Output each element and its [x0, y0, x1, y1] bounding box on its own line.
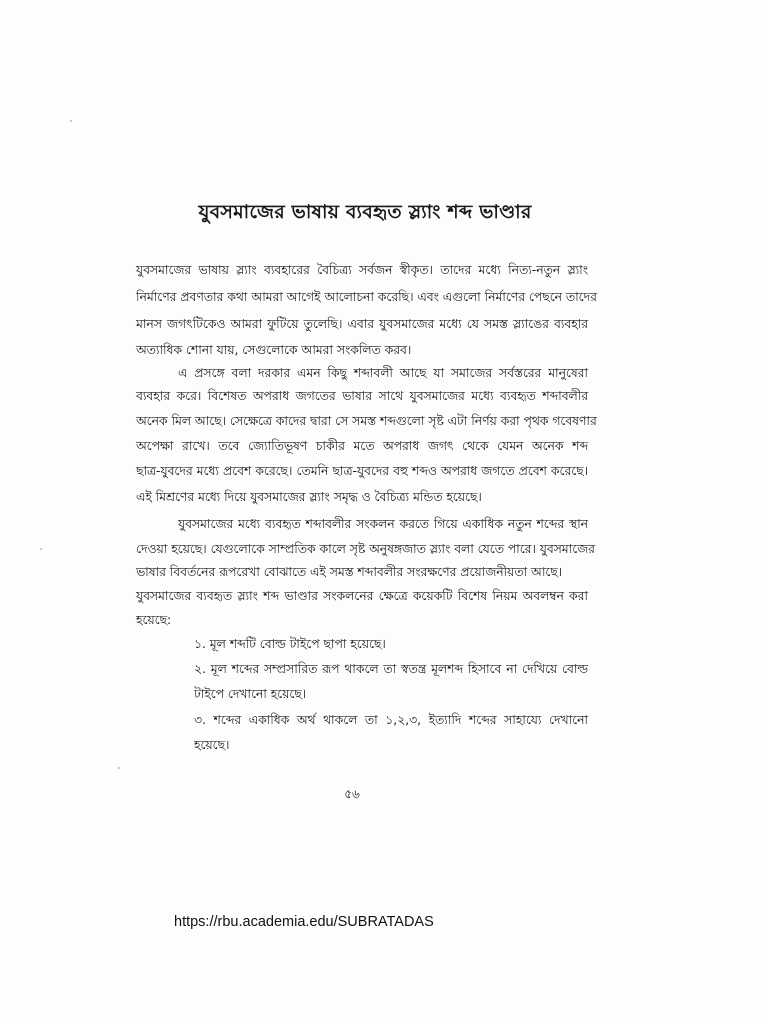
rule-item-2: ২. মূল শব্দের সম্প্রসারিত রূপ থাকলে তা স্বতন্ত্র মূলশব্দ হিসাবে না দেখিয়ে বোল্ড: [194, 662, 588, 676]
body-line: অনেক মিল আছে। সেক্ষেত্রে কাদের দ্বারা সে সমস্ত শব্দগুলো সৃষ্ট এটা নির্ণয় করা পৃথক গবেষণার: [136, 414, 597, 428]
body-line: এ প্রসঙ্গে বলা দরকার এমন কিছু শব্দাবলী আছে যা সমাজের সর্বস্তরের মানুষেরা: [178, 366, 588, 380]
scan-speck: [40, 548, 42, 550]
body-line: হয়েছে:: [136, 613, 172, 627]
body-line: নির্মাণের প্রবণতার কথা আমরা আগেই আলোচনা করেছি। এবং এগুলো নির্মাণের পেছনে তাদের: [136, 290, 597, 304]
body-line: ছাত্র-যুবদের মধ্যে প্রবেশ করেছে। তেমনি ছাত্র-যুবদের বহু শব্দও অপরাধ জগতে প্রবেশ করেছে।: [136, 464, 588, 478]
rule-item-3: ৩. শব্দের একাধিক অর্থ থাকলে তা ১,২,৩, ইত্যাদি শব্দের সাহায্যে দেখানো: [194, 713, 588, 727]
body-line: ব্যবহার করে। বিশেষত অপরাধ জগতের ভাষার সাথে যুবসমাজের মধ্যে ব্যবহৃত শব্দাবলীর: [136, 389, 588, 403]
rule-item-2-continued: টাইপে দেখানো হয়েছে।: [194, 687, 307, 701]
body-line: মানস জগৎটিকেও আমরা ফুটিয়ে তুলেছি। এবার যুবসমাজের মধ্যে যে সমস্ত স্ল্যাঙের ব্যবহার: [136, 317, 588, 331]
body-line: যুবসমাজের ভাষায় স্ল্যাং ব্যবহারের বৈচিত্র্য সর্বজন স্বীকৃত। তাদের মধ্যে নিত্য-নতুন স্ল্যাং: [136, 263, 588, 277]
body-line: অত্যাধিক শোনা যায়, সেগুলোকে আমরা সংকলিত করব।: [136, 343, 412, 357]
body-line: অপেক্ষা রাখে। তবে জ্যোতিভূষণ চাকীর মতে অপরাধ জগৎ থেকে যেমন অনেক শব্দ: [136, 439, 588, 453]
body-line: ভাষার বিবর্তনের রূপরেখা বোঝাতে এই সমস্ত শব্দাবলীর সংরক্ষণের প্রয়োজনীয়তা আছে।: [136, 565, 563, 579]
page-title: যুবসমাজের ভাষায় ব্যবহৃত স্ল্যাং শব্দ ভাণ্ডার: [198, 201, 532, 223]
body-line: দেওয়া হয়েছে। যেগুলোকে সাম্প্রতিক কালে সৃষ্ট অনুষঙ্গজাত স্ল্যাং বলা যেতে পারে। যুবসমাজের: [136, 542, 595, 556]
scan-speck: [70, 120, 72, 122]
body-line: যুবসমাজের ব্যবহৃত স্ল্যাং শব্দ ভাণ্ডার সংকলনের ক্ষেত্রে কয়েকটি বিশেষ নিয়ম অবলম্বন করা: [136, 589, 588, 603]
rule-item-1: ১. মূল শব্দটি বোল্ড টাইপে ছাপা হয়েছে।: [194, 637, 386, 651]
page-number: ৫৬: [344, 787, 360, 801]
scan-speck: [118, 767, 120, 769]
body-line: এই মিশ্রণের মধ্যে দিয়ে যুবসমাজের স্ল্যাং সমৃদ্ধ ও বৈচিত্র্য মন্ডিত হয়েছে।: [136, 490, 482, 504]
footer-url: https://rbu.academia.edu/SUBRATADAS: [174, 914, 434, 930]
rule-item-3-continued: হয়েছে।: [194, 738, 230, 752]
body-line: যুবসমাজের মধ্যে ব্যবহৃত শব্দাবলীর সংকলন করতে গিয়ে একাধিক নতুন শব্দের স্থান: [178, 517, 588, 531]
